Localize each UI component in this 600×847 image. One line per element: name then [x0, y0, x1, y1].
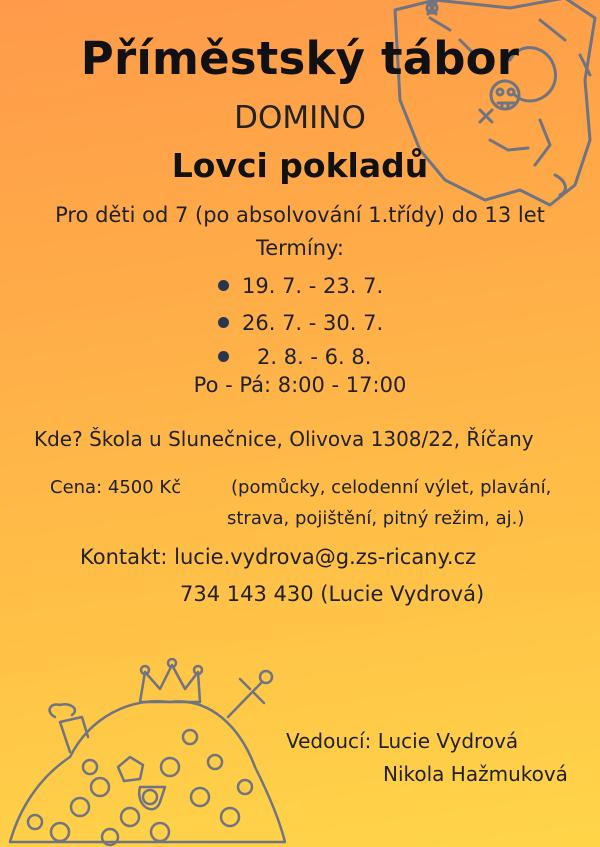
- contact-phone: 734 143 430 (Lucie Vydrová): [180, 582, 485, 606]
- price-label: Cena: 4500 Kč: [50, 477, 182, 498]
- page-title: Příměstský tábor: [80, 32, 520, 85]
- price-note-line1: (pomůcky, celodenní výlet, plavání,: [231, 477, 552, 498]
- terms-label: Termíny:: [255, 236, 345, 260]
- bullet-icon: [218, 351, 229, 362]
- list-item: [218, 345, 371, 369]
- age-info: Pro děti od 7 (po absolvování 1.třídy) do 13 let: [55, 203, 545, 227]
- list-item: [218, 311, 383, 335]
- term-text: 26. 7. - 30. 7.: [242, 311, 384, 335]
- list-item: [218, 274, 383, 298]
- term-text: 2. 8. - 6. 8.: [257, 345, 372, 369]
- term-text: 19. 7. - 23. 7.: [242, 274, 384, 298]
- location: Kde? Škola u Slunečnice, Olivova 1308/22, Říčany: [34, 427, 534, 451]
- subtitle: Lovci pokladů: [171, 146, 429, 185]
- bullet-icon: [218, 280, 229, 291]
- price-note-line2: strava, pojištění, pitný režim, aj.): [227, 508, 525, 529]
- leader-line1: Vedoucí: Lucie Vydrová: [286, 729, 519, 753]
- organization-name: DOMINO: [234, 100, 366, 136]
- treasure-pile-icon: [0, 657, 290, 847]
- contact-email: Kontakt: lucie.vydrova@g.zs-ricany.cz: [80, 545, 477, 569]
- hours: Po - Pá: 8:00 - 17:00: [193, 373, 407, 397]
- bullet-icon: [218, 317, 229, 328]
- leader-line2: Nikola Hažmuková: [383, 762, 568, 786]
